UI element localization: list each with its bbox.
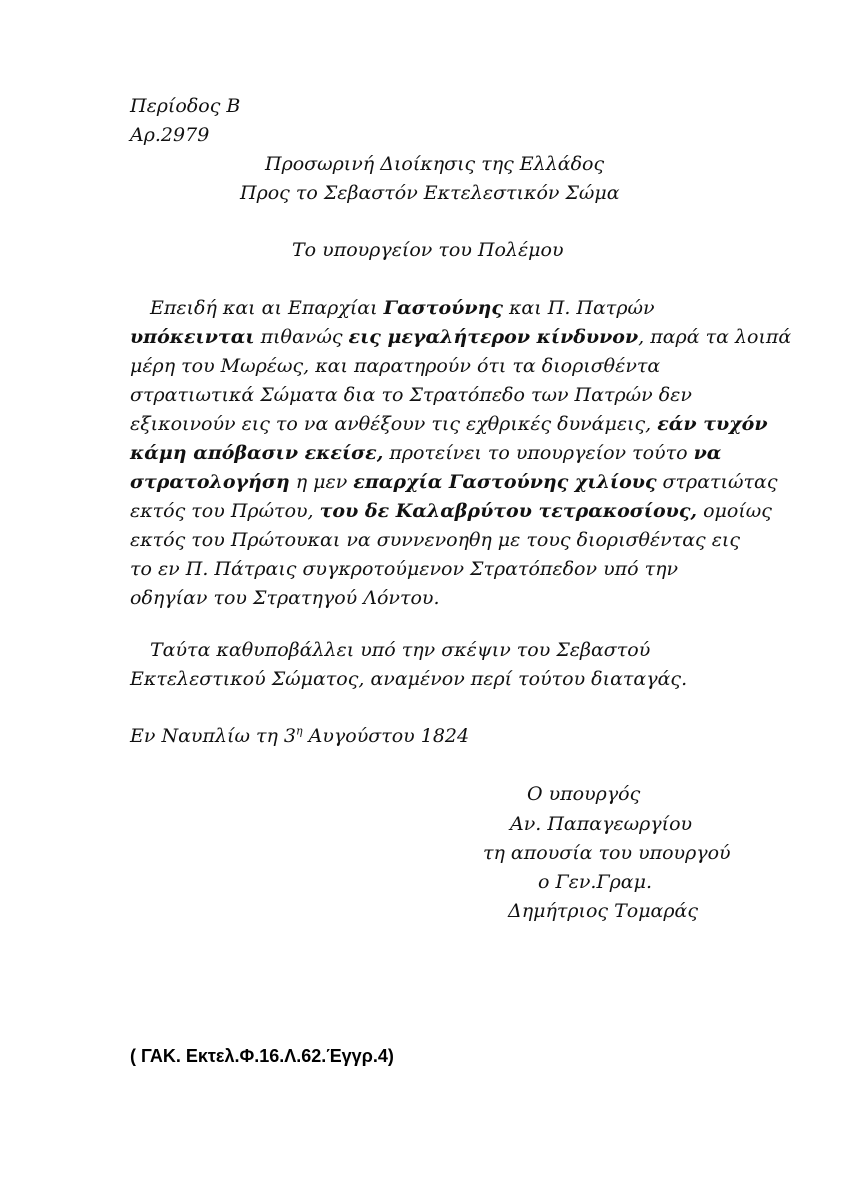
body-line: [130, 526, 740, 555]
text-segment: εξικοινούν εις το να ανθέξουν τις εχθρικές δυνάμεις,: [130, 413, 658, 435]
body-line: [130, 352, 730, 381]
text-segment: το εν Π. Πάτραις συγκροτούμενον Στρατόπεδον υπό την: [130, 558, 679, 580]
text-segment: ομοίως: [697, 500, 772, 522]
text-segment: και Π. Πατρών: [502, 297, 655, 319]
body-line: [130, 439, 730, 468]
text-segment: στρατιωτικά Σώματα δια το Στρατόπεδο των Πατρών δεν: [130, 384, 692, 406]
date-suffix: Αυγούστου 1824: [302, 725, 470, 747]
body-line: [130, 410, 768, 439]
text-segment: η μεν: [289, 471, 354, 493]
text-segment: εκτός του Πρώτουκαι να συννενοηθη με τους διορισθέντας εις: [130, 529, 740, 551]
body-line: [130, 584, 730, 613]
body-paragraph-2: [130, 636, 730, 694]
ministry-heading: Το υπουργείον του Πολέμου: [292, 239, 564, 261]
body-line: [130, 497, 772, 526]
text-segment: πιθανώς: [254, 326, 349, 348]
date-line: [130, 722, 469, 751]
body-line: [130, 381, 730, 410]
archive-reference: ( ΓΑΚ. Εκτελ.Φ.16.Λ.62.Έγγρ.4): [130, 1046, 394, 1066]
signature-line-1: Ο υπουργός: [527, 783, 641, 805]
text-segment: , παρά τα λοιπά: [638, 326, 792, 348]
signature-line-4: ο Γεν.Γραμ.: [538, 871, 653, 893]
date-prefix: Εν Ναυπλίω τη 3: [130, 725, 296, 747]
text-segment: οδηγίαν του Στρατηγού Λόντου.: [130, 587, 440, 609]
body-line: [130, 555, 730, 584]
text-segment: εκτός του Πρώτου,: [130, 500, 320, 522]
text-segment: στρατιώτας: [656, 471, 778, 493]
body-line: [130, 323, 792, 352]
bold-text: κάμη απόβασιν εκείσε,: [130, 442, 384, 464]
text-segment: Ταύτα καθυποβάλλει υπό την σκέψιν του Σεβαστού: [150, 639, 651, 661]
text-segment: Εκτελεστικού Σώματος, αναμένον περί τούτου διαταγάς.: [130, 668, 688, 690]
text-segment: προτείνει το υπουργείον τούτο: [383, 442, 694, 464]
bold-text: υπόκεινται: [130, 326, 255, 348]
date-superscript: η: [296, 724, 303, 738]
title-line-1: Προσωρινή Διοίκησις της Ελλάδος: [265, 153, 605, 175]
signature-line-3: τη απουσία του υπουργού: [483, 842, 731, 864]
document-number: Αρ.2979: [130, 124, 210, 146]
body-line: [130, 636, 730, 665]
bold-text: του δε Καλαβρύτου τετρακοσίους,: [319, 500, 698, 522]
signature-line-2: Αν. Παπαγεωργίου: [510, 813, 693, 835]
body-line: [130, 665, 730, 694]
bold-text: επαρχία Γαστούνης χιλίους: [353, 471, 657, 493]
text-segment: Επειδή και αι Επαρχίαι: [150, 297, 384, 319]
body-line: [130, 294, 730, 323]
body-line: [130, 468, 778, 497]
bold-text: εις μεγαλήτερον κίνδυνον: [348, 326, 639, 348]
bold-text: Γαστούνης: [383, 297, 503, 319]
body-paragraph-1: [130, 294, 792, 613]
bold-text: στρατολογήση: [130, 471, 290, 493]
bold-text: εάν τυχόν: [657, 413, 768, 435]
period-label: Περίοδος Β: [130, 95, 241, 117]
title-line-2: Προς το Σεβαστόν Εκτελεστικόν Σώμα: [240, 182, 620, 204]
signature-line-5: Δημήτριος Τομαράς: [508, 900, 699, 922]
bold-text: να: [693, 442, 722, 464]
text-segment: μέρη του Μωρέως, και παρατηρούν ότι τα διορισθέντα: [130, 355, 661, 377]
